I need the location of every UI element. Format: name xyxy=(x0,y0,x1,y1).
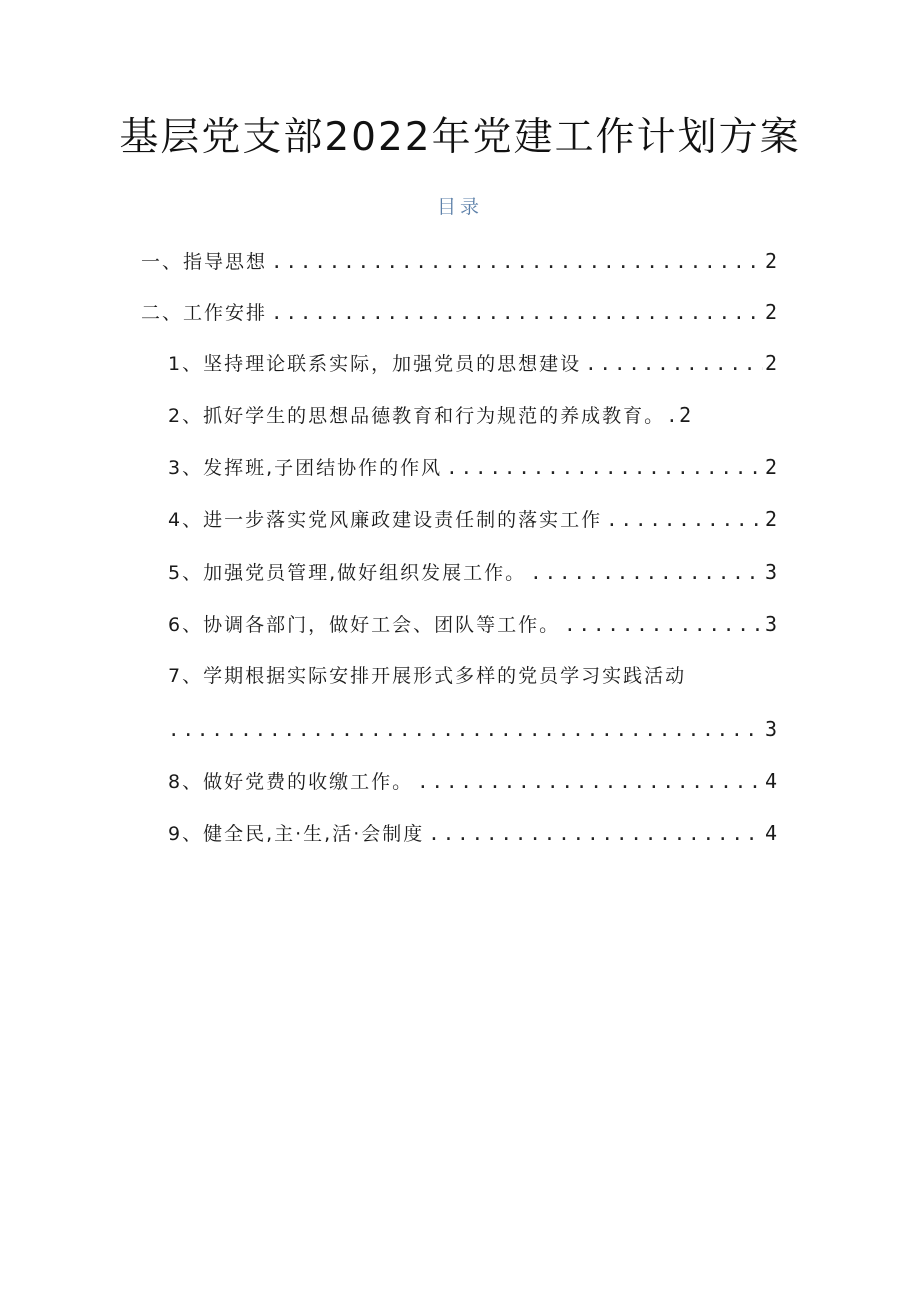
toc-entry-label: 3、发挥班,子团结协作的作风 xyxy=(168,457,443,479)
toc-entry-label: 9、健全民,主·生,活·会制度 xyxy=(168,823,425,845)
toc-entry-continuation[interactable] xyxy=(168,712,777,746)
toc-dot-leader xyxy=(564,608,763,641)
toc-entry[interactable] xyxy=(168,764,777,798)
toc-entry-label: 二、工作安排 xyxy=(141,302,268,324)
toc-entry[interactable] xyxy=(168,502,777,536)
toc-entry[interactable] xyxy=(141,295,777,329)
toc-entry[interactable] xyxy=(168,607,777,641)
toc-dot-leader xyxy=(446,451,763,484)
toc-entry[interactable] xyxy=(141,244,777,278)
toc-dot-leader xyxy=(168,713,763,746)
toc-entry-label: 一、指导思想 xyxy=(141,251,268,273)
toc-entry-page: 2 xyxy=(764,507,777,531)
toc-entry[interactable] xyxy=(168,398,777,432)
toc-dot-leader xyxy=(271,245,763,278)
toc-entry-label: 1、坚持理论联系实际，加强党员的思想建设 xyxy=(168,353,582,375)
toc-dot-leader xyxy=(585,347,763,380)
toc-entry-label: 8、做好党费的收缴工作。 xyxy=(168,771,414,793)
toc-dot-leader xyxy=(428,817,763,850)
toc-entry[interactable] xyxy=(168,659,777,693)
toc-entry-page: 3 xyxy=(764,612,777,636)
toc-entry-page: 2 xyxy=(764,300,777,324)
toc-entry-label: 7、学期根据实际安排开展形式多样的党员学习实践活动 xyxy=(168,665,687,687)
toc-entry-page: 2 xyxy=(764,351,777,375)
toc-dot-leader xyxy=(666,399,678,432)
toc-entry[interactable] xyxy=(168,555,777,589)
toc-entry-label: 6、协调各部门，做好工会、团队等工作。 xyxy=(168,614,561,636)
toc-dot-leader xyxy=(606,503,763,536)
toc-entry-page: 2 xyxy=(764,249,777,273)
toc-dot-leader xyxy=(530,556,763,589)
toc-entry-page: 4 xyxy=(764,821,777,845)
toc-entry[interactable] xyxy=(168,346,777,380)
toc-heading: 目录 xyxy=(436,196,483,218)
toc-entry-page: 4 xyxy=(764,769,777,793)
toc-entry-label: 2、抓好学生的思想品德教育和行为规范的养成教育。 xyxy=(168,405,666,427)
toc-entry[interactable] xyxy=(168,450,777,484)
toc-entry-page: 2 xyxy=(764,455,777,479)
toc-dot-leader xyxy=(271,296,763,329)
document-title: 基层党支部2022年党建工作计划方案 xyxy=(119,115,801,160)
toc-entry-label: 4、进一步落实党风廉政建设责任制的落实工作 xyxy=(168,509,603,531)
toc-entry[interactable] xyxy=(168,816,777,850)
toc-dot-leader xyxy=(417,765,763,798)
toc-entry-page: 2 xyxy=(679,403,692,427)
toc-entry-page: 3 xyxy=(764,717,777,741)
toc-entry-label: 5、加强党员管理,做好组织发展工作。 xyxy=(168,562,527,584)
toc-entry-page: 3 xyxy=(764,560,777,584)
